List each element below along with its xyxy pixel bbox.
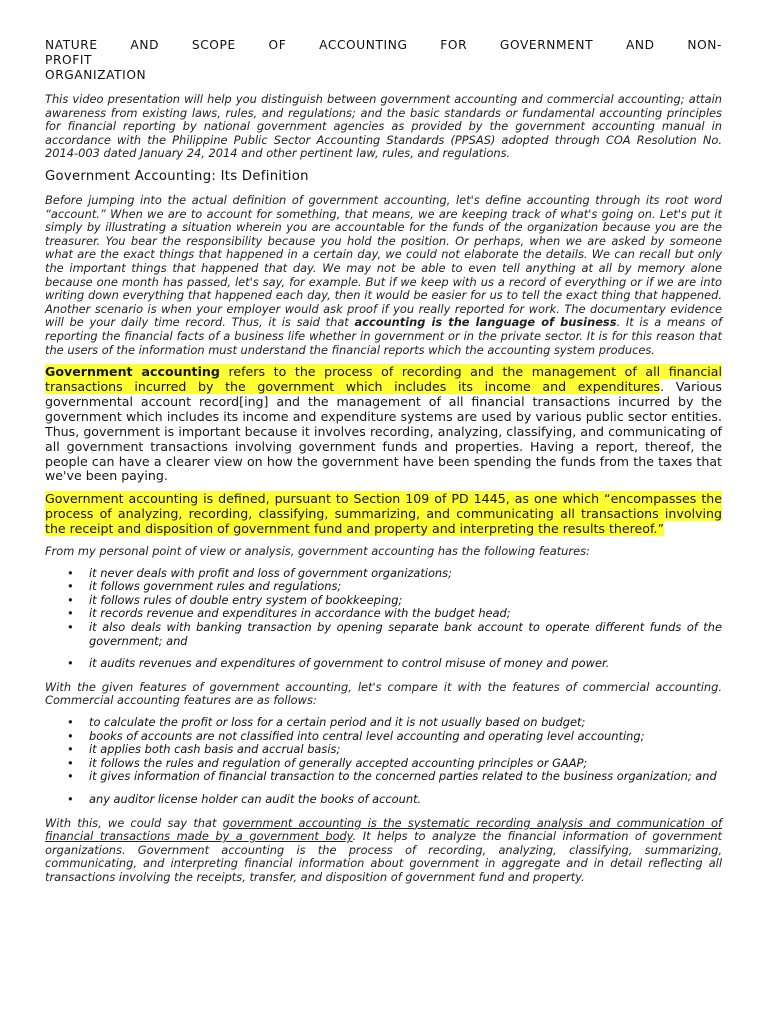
para1-text-b: . It is a means of reporting the financial facts of a business life whether in government or in the private sector. It is for this reason that the users of the information must understand the financial reports which the accounting system produces. (45, 315, 722, 357)
pd1445-highlighted-text: Government accounting is defined, pursuant to Section 109 of PD 1445, as one which “encompasses the process of analyzing, recording, classifying, summarizing, and communicating all transactions involving the receipt and disposition of government fund and property and interpreting the results thereof.” (45, 491, 722, 537)
list-item: • it applies both cash basis and accrual basis; (45, 743, 722, 757)
section-heading: Government Accounting: Its Definition (45, 168, 309, 184)
intro-paragraph: This video presentation will help you distinguish between government accounting and commercial accounting; attain awareness from existing laws, rules, and regulations; and the basic standards or fundamental accounting principles for financial reporting by national government agencies as provided by the government accounting manual in accordance with the Philippine Public Sector Accounting Standards (PPSAS) adopted through COA Resolution No. 2014-003 dated January 24, 2014 and other pertinent law, rules, and regulations. (45, 92, 722, 161)
government-accounting-term: Government accounting (45, 364, 220, 380)
list-item: • books of accounts are not classified into central level accounting and operating level accounting; (45, 730, 722, 744)
list-item: • it audits revenues and expenditures of government to control misuse of money and power. (45, 657, 722, 671)
list-item: • any auditor license holder can audit the books of account. (45, 793, 722, 807)
document-title (45, 38, 722, 83)
conclusion-underlined: government accounting is the systematic recording analysis and communication of financial transactions made by a government body (45, 815, 722, 844)
accounting-definition-paragraph (45, 194, 722, 357)
list-item: • it also deals with banking transaction by opening separate bank account to operate different funds of the government; and (45, 621, 722, 648)
language-of-business-bold: accounting is the language of business (354, 315, 617, 330)
list-item: • it follows government rules and regulations; (45, 580, 722, 594)
compare-intro: With the given features of government accounting, let's compare it with the features of commercial accounting. Commercial accounting features are as follows: (45, 679, 722, 708)
list-item: • to calculate the profit or loss for a certain period and it is not usually based on budget; (45, 716, 722, 730)
conclusion-text-b: . It helps to analyze the financial information of government organizations. Government accounting is the process of recording, analyzing, classifying, summarizing, communicating, and interpreting financial information about government in aggregate and in detail reflecting all transactions involving the receipts, transfer, and disposition of government fund and property. (45, 829, 723, 884)
conclusion-text-a: With this, we could say that (45, 815, 223, 830)
para2-rest: . Various governmental account record[ing] and the management of all financial transactions incurred by the government which includes its income and expenditure systems are used by various public sector entities. Thus, government is important because it involves recording, analyzing, classifying, and communicating of all government transactions involving government funds and properties. Having a report, thereof, the people can have a clearer view on how the government have been spending the funds from the taxes that we've been paying. (45, 379, 722, 484)
government-features-list (45, 567, 722, 671)
pd1445-paragraph (45, 492, 722, 537)
list-item: • it follows rules of double entry system of bookkeeping; (45, 594, 722, 608)
list-item: • it follows the rules and regulation of generally accepted accounting principles or GAAP; (45, 757, 722, 771)
commercial-features-list (45, 716, 722, 807)
para1-text-a: Before jumping into the actual definition of government accounting, let's define accounting through its root word “account.” When we are to account for something, that means, we are keeping track of what's going on. Let's put it simply by illustrating a situation wherein you are accountable for the funds of the organization because you are the treasurer. You bear the responsibility because you hold the position. Or perhaps, when we are asked by someone what are the exact things that happened in a certain day, we could not elaborate the details. We can recall but only the important things that happened that day. We may not be able to even tell anything at all by memory alone because one month has passed, let's say, for example. But if we keep with us a record of everything or if we are into writing down everything that happened each day, then it would be easier for us to tell the exact thing that happened. Another scenario is when your employer would ask proof if you really reported for work. The documentary evidence will be your daily time record. Thus, it is said that (45, 192, 722, 330)
list-item: • it never deals with profit and loss of government organizations; (45, 567, 722, 581)
list-item: • it gives information of financial transaction to the concerned parties related to the business organization; and (45, 770, 722, 784)
title-line-1: NATURE AND SCOPE OF ACCOUNTING FOR GOVERNMENT AND NON-PROFIT (45, 38, 722, 67)
features-intro: From my personal point of view or analysis, government accounting has the following features: (45, 544, 590, 559)
title-line-2: ORGANIZATION (45, 68, 147, 82)
government-accounting-paragraph (45, 365, 722, 484)
list-item: • it records revenue and expenditures in accordance with the budget head; (45, 607, 722, 621)
conclusion-paragraph (45, 817, 722, 885)
highlighted-definition: refers to the process of recording and the management of all financial transactions incurred by the government which includes its income and expenditures (45, 364, 722, 394)
